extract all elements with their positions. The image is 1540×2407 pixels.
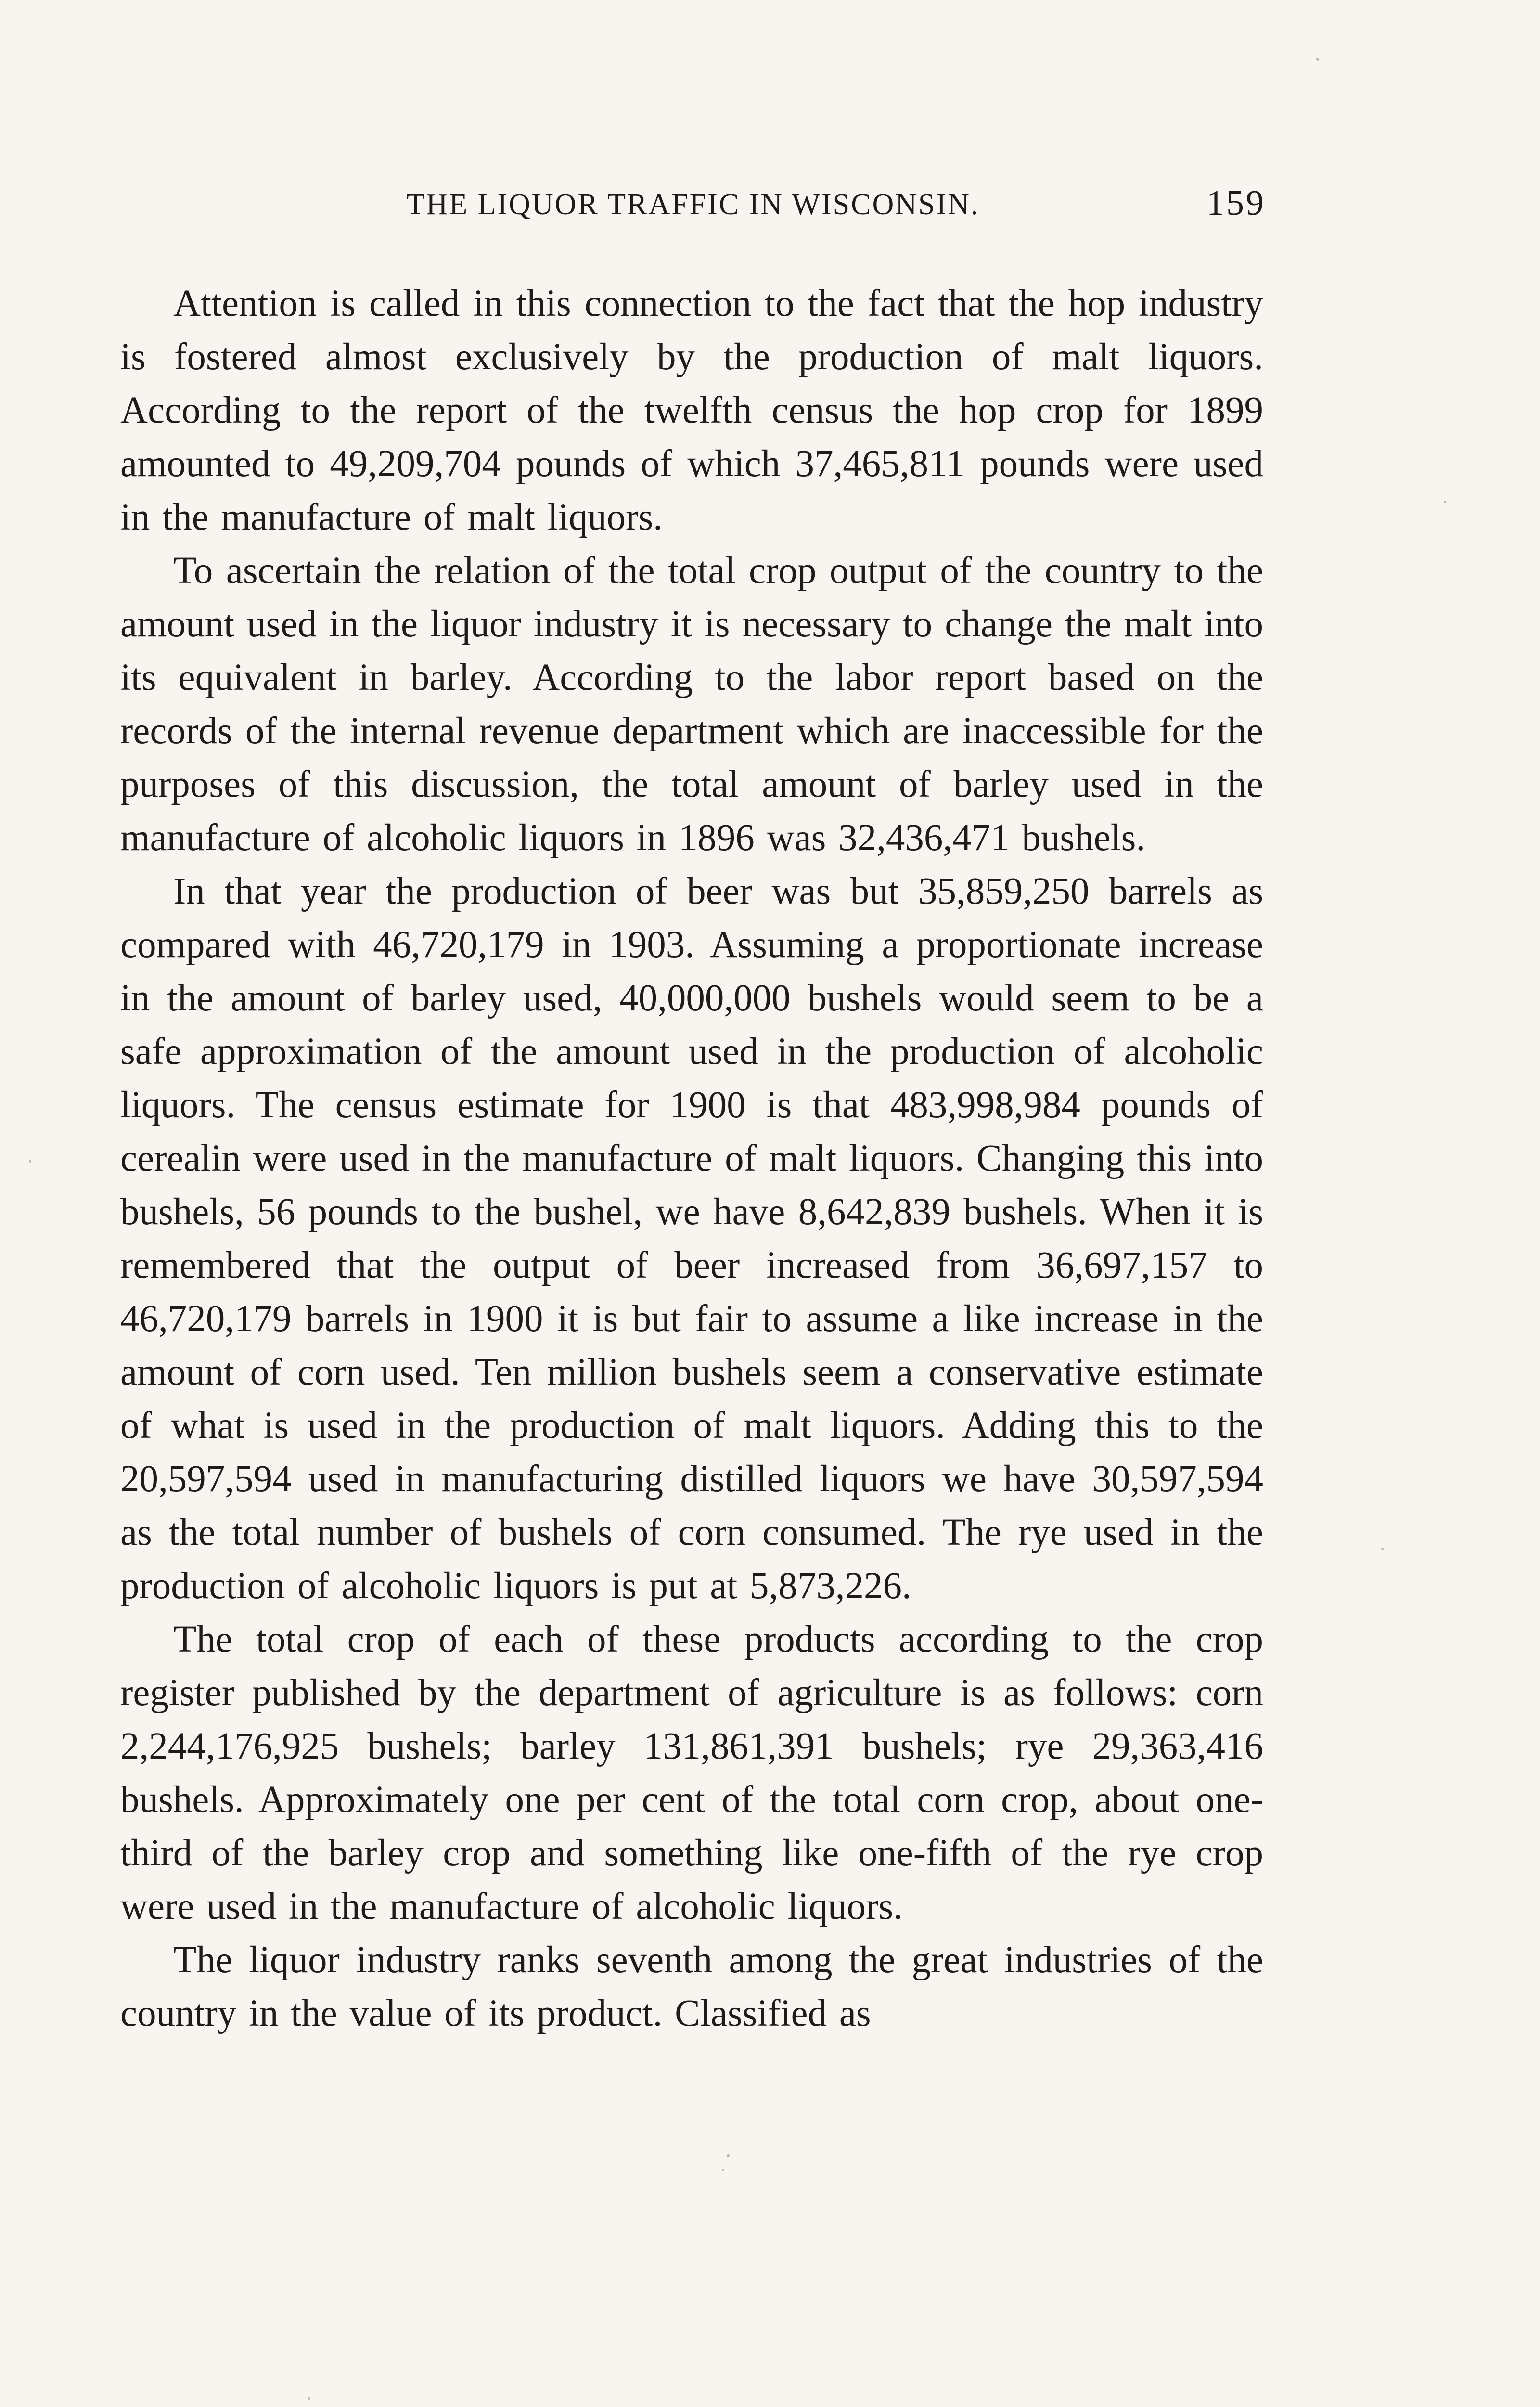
body-text	[120, 277, 1263, 2040]
paragraph-crop-totals: The total crop of each of these products according to the crop register published by the department of agriculture is as follows: corn 2,244,176,925 bushels; barley 131,861,391 bushels; rye 29,363,416 bushels. Approximately one per cent of the total corn crop, about one-third of the barley crop and something like one-fifth of the rye crop were used in the manufacture of alcoholic liquors.	[120, 1618, 1263, 1928]
scan-speck	[1444, 501, 1446, 503]
paragraph-hop-industry: Attention is called in this connection to the fact that the hop industry is fostered almost exclusively by the production of malt liquors. According to the report of the twelfth census the hop crop for 1899 amounted to 49,209,704 pounds of which 37,465,811 pounds were used in the manufacture of malt liquors.	[120, 283, 1263, 538]
running-title: THE LIQUOR TRAFFIC IN WISCONSIN.	[406, 188, 980, 221]
scan-speck	[722, 2169, 724, 2171]
scan-speck	[29, 1160, 31, 1163]
running-header	[120, 178, 1266, 231]
paragraph-beer-production: In that year the production of beer was but 35,859,250 barrels as compared with 46,720,179 in 1903. Assuming a proportionate increase in the amount of barley used, 40,000,000 bushels would seem to be a safe approximation of the amount used in the production of alcoholic liquors. The census estimate for 1900 is that 483,998,984 pounds of cerealin were used in the manufacture of malt liquors. Changing this into bushels, 56 pounds to the bushel, we have 8,642,839 bushels. When it is remembered that the output of beer increased from 36,697,157 to 46,720,179 barrels in 1900 it is but fair to assume a like increase in the amount of corn used. Ten million bushels seem a conservative estimate of what is used in the production of malt liquors. Adding this to the 20,597,594 used in manufacturing distilled liquors we have 30,597,594 as the total number of bushels of corn consumed. The rye used in the production of alcoholic liquors is put at 5,873,226.	[120, 870, 1263, 1607]
scan-speck	[1316, 58, 1319, 61]
paragraph-industry-rank: The liquor industry ranks seventh among the great industries of the country in the value of its product. Classified as	[120, 1939, 1263, 2034]
scan-speck	[308, 2397, 310, 2400]
page-number: 159	[1206, 183, 1266, 223]
paragraph-barley-equivalent: To ascertain the relation of the total crop output of the country to the amount used in the liquor industry it is necessary to change the malt into its equivalent in barley. According to the labor report based on the records of the internal revenue department which are inaccessible for the purposes of this discussion, the total amount of barley used in the manufacture of alcoholic liquors in 1896 was 32,436,471 bushels.	[120, 550, 1263, 859]
scan-speck	[1381, 1548, 1384, 1550]
scan-speck	[727, 2154, 730, 2157]
